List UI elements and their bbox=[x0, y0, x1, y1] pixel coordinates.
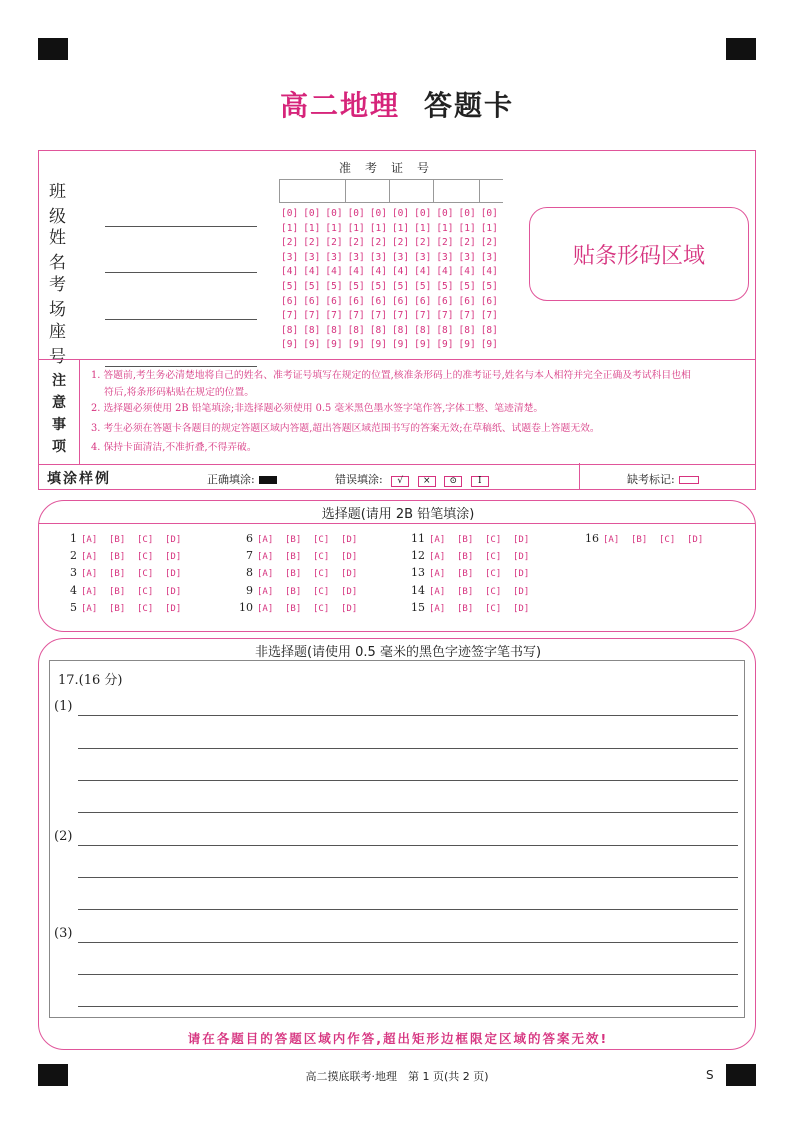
digit-bubble[interactable]: [8] bbox=[436, 324, 454, 336]
cross-mark-icon: × bbox=[418, 476, 436, 487]
answer-line[interactable] bbox=[78, 845, 738, 846]
option-bubble[interactable]: [C] bbox=[485, 569, 502, 580]
option-bubble[interactable]: [A] bbox=[81, 586, 98, 597]
digit-bubble[interactable]: [6] bbox=[325, 295, 343, 307]
digit-bubble[interactable]: [1] bbox=[480, 222, 498, 234]
digit-row bbox=[281, 338, 503, 353]
digit-bubble[interactable]: [2] bbox=[347, 237, 365, 249]
option-bubble[interactable]: [C] bbox=[485, 603, 502, 614]
option-bubble[interactable]: [B] bbox=[457, 535, 474, 545]
option-bubble[interactable]: [B] bbox=[457, 569, 474, 580]
digit-bubble[interactable]: [4] bbox=[347, 266, 365, 278]
question-number: 11 bbox=[411, 532, 425, 545]
digit-bubble[interactable]: [5] bbox=[480, 280, 498, 292]
digit-bubble[interactable]: [2] bbox=[281, 237, 299, 249]
absent-mark-box[interactable] bbox=[679, 476, 699, 484]
option-bubble[interactable]: [D] bbox=[341, 535, 358, 545]
choice-question-row bbox=[237, 600, 369, 617]
option-bubble[interactable]: [B] bbox=[109, 535, 126, 545]
option-bubble[interactable]: [C] bbox=[137, 535, 154, 545]
digit-bubble[interactable]: [8] bbox=[414, 324, 432, 336]
exam-id-label: 准考证号 bbox=[338, 161, 443, 175]
footer-mark: S bbox=[706, 1068, 714, 1082]
option-bubble[interactable]: [C] bbox=[313, 552, 330, 563]
page-footer: 高二摸底联考·地理 第 1 页(共 2 页) bbox=[305, 1070, 489, 1083]
digit-bubble[interactable]: [2] bbox=[369, 237, 387, 249]
digit-bubble[interactable]: [7] bbox=[369, 310, 387, 322]
question-number: 9 bbox=[246, 583, 253, 597]
option-bubble[interactable]: [C] bbox=[137, 603, 154, 614]
option-bubble[interactable]: [B] bbox=[457, 552, 474, 563]
digit-bubble[interactable]: [4] bbox=[391, 266, 410, 278]
digit-bubble[interactable]: [4] bbox=[281, 266, 299, 278]
class-label: 班级 bbox=[49, 182, 78, 227]
digit-bubble[interactable]: [9] bbox=[281, 339, 299, 351]
option-bubble[interactable]: [C] bbox=[137, 586, 154, 597]
choice-question-row bbox=[409, 600, 541, 617]
seat-label: 座号 bbox=[49, 322, 78, 367]
option-bubble[interactable]: [A] bbox=[257, 603, 274, 614]
digit-bubble[interactable]: [0] bbox=[303, 208, 321, 219]
notes-label-char: 项 bbox=[52, 439, 66, 455]
digit-bubble[interactable]: [6] bbox=[391, 295, 410, 307]
answer-line[interactable] bbox=[78, 812, 738, 813]
choice-question-row bbox=[61, 600, 193, 617]
absent-mark-label: 缺考标记: bbox=[627, 473, 675, 486]
digit-bubble[interactable]: [6] bbox=[369, 295, 387, 307]
digit-bubble[interactable]: [2] bbox=[325, 237, 343, 249]
exam-room-field[interactable] bbox=[49, 270, 257, 320]
digit-bubble[interactable]: [8] bbox=[458, 324, 476, 336]
option-bubble[interactable]: [D] bbox=[513, 569, 530, 580]
digit-bubble[interactable]: [3] bbox=[347, 251, 365, 263]
digit-bubble[interactable]: [1] bbox=[414, 222, 432, 234]
note-item: 1. 答题前,考生务必清楚地将自己的姓名、准考证号填写在规定的位置,核准条形码上的准考证号,姓名与本人相符并完全正确及考试科目也相 bbox=[91, 370, 691, 381]
question-17-label: 17.(16 分) bbox=[58, 673, 123, 688]
wrong-fill-label: 错误填涂: bbox=[335, 473, 383, 486]
circle-mark-icon: ⊙ bbox=[444, 476, 462, 487]
digit-bubble[interactable]: [8] bbox=[325, 324, 343, 336]
digit-bubble[interactable]: [3] bbox=[281, 251, 299, 263]
digit-bubble[interactable]: [3] bbox=[303, 251, 321, 263]
option-bubble[interactable]: [C] bbox=[485, 586, 502, 597]
divider bbox=[39, 523, 755, 524]
option-bubble[interactable]: [A] bbox=[257, 552, 274, 563]
option-bubble[interactable]: [D] bbox=[513, 603, 530, 614]
digit-bubble[interactable]: [5] bbox=[414, 280, 432, 292]
option-bubble[interactable]: [C] bbox=[313, 569, 330, 580]
option-bubble[interactable]: [D] bbox=[513, 586, 530, 597]
choice-question-row bbox=[237, 583, 369, 600]
digit-bubble[interactable]: [0] bbox=[414, 208, 432, 219]
digit-bubble[interactable]: [9] bbox=[414, 339, 432, 351]
option-bubble[interactable]: [A] bbox=[429, 586, 446, 597]
subject-title: 高二地理 bbox=[279, 89, 400, 122]
option-bubble[interactable]: [A] bbox=[81, 569, 98, 580]
digit-bubble[interactable]: [5] bbox=[458, 280, 476, 292]
notes-label-char: 注 bbox=[52, 373, 66, 389]
option-bubble[interactable]: [C] bbox=[485, 535, 502, 545]
choice-section-title: 选择题(请用 2B 铅笔填涂) bbox=[321, 507, 475, 522]
option-bubble[interactable]: [D] bbox=[165, 569, 182, 580]
digit-bubble[interactable]: [1] bbox=[391, 222, 410, 234]
choice-question-row bbox=[237, 548, 369, 565]
option-bubble[interactable]: [D] bbox=[341, 603, 358, 614]
digit-bubble[interactable]: [3] bbox=[369, 251, 387, 263]
digit-bubble[interactable]: [9] bbox=[458, 339, 476, 351]
choice-question-row bbox=[409, 548, 541, 565]
digit-bubble[interactable]: [5] bbox=[391, 280, 410, 292]
choice-question-row bbox=[409, 583, 541, 600]
option-bubble[interactable]: [D] bbox=[165, 535, 182, 545]
digit-bubble[interactable]: [7] bbox=[347, 310, 365, 322]
option-bubble[interactable]: [B] bbox=[285, 535, 302, 545]
digit-bubble[interactable]: [9] bbox=[303, 339, 321, 351]
option-bubble[interactable]: [C] bbox=[137, 552, 154, 563]
choice-question-row bbox=[237, 565, 369, 582]
check-mark-icon: √ bbox=[391, 476, 409, 487]
fill-sample-title: 填涂样例 bbox=[47, 471, 111, 487]
digit-bubble[interactable]: [0] bbox=[436, 208, 454, 219]
option-bubble[interactable]: [C] bbox=[485, 552, 502, 563]
option-bubble[interactable]: [D] bbox=[165, 586, 182, 597]
digit-bubble[interactable]: [4] bbox=[436, 266, 454, 278]
digit-bubble[interactable]: [2] bbox=[480, 237, 498, 249]
digit-row bbox=[281, 251, 503, 266]
option-bubble[interactable]: [D] bbox=[513, 552, 530, 563]
digit-bubble[interactable]: [1] bbox=[347, 222, 365, 234]
digit-bubble[interactable]: [1] bbox=[281, 222, 299, 234]
name-field[interactable] bbox=[49, 223, 257, 273]
digit-bubble[interactable]: [9] bbox=[369, 339, 387, 351]
digit-bubble[interactable]: [0] bbox=[391, 208, 410, 219]
question-number: 12 bbox=[411, 549, 425, 563]
choice-column bbox=[61, 531, 193, 617]
question-number: 3 bbox=[70, 566, 77, 580]
digit-row bbox=[281, 309, 503, 324]
digit-bubble[interactable]: [0] bbox=[347, 208, 365, 219]
digit-bubble[interactable]: [2] bbox=[414, 237, 432, 249]
digit-bubble[interactable]: [9] bbox=[480, 339, 498, 351]
digit-bubble[interactable]: [8] bbox=[391, 324, 410, 336]
option-bubble[interactable]: [B] bbox=[457, 586, 474, 597]
question-number: 7 bbox=[246, 549, 253, 563]
digit-row bbox=[281, 324, 503, 339]
option-bubble[interactable]: [D] bbox=[165, 603, 182, 614]
choice-question-row bbox=[61, 583, 193, 600]
registration-marker-top-right bbox=[726, 38, 756, 60]
correct-fill-example bbox=[207, 471, 277, 487]
digit-bubble[interactable]: [2] bbox=[436, 237, 454, 249]
digit-bubble[interactable]: [1] bbox=[325, 222, 343, 234]
answer-line[interactable] bbox=[78, 1006, 738, 1007]
question-number: 5 bbox=[70, 600, 77, 614]
option-bubble[interactable]: [A] bbox=[257, 569, 274, 580]
notes-label-char: 事 bbox=[52, 417, 66, 433]
option-bubble[interactable]: [B] bbox=[285, 552, 302, 563]
option-bubble[interactable]: [A] bbox=[429, 569, 446, 580]
digit-bubble[interactable]: [1] bbox=[303, 222, 321, 234]
question-number: 4 bbox=[70, 583, 77, 597]
digit-bubble[interactable]: [3] bbox=[436, 251, 454, 263]
question-number: 8 bbox=[246, 566, 253, 580]
digit-bubble[interactable]: [0] bbox=[369, 208, 387, 219]
question-number: 13 bbox=[411, 566, 425, 580]
digit-bubble[interactable]: [6] bbox=[414, 295, 432, 307]
digit-bubble[interactable]: [3] bbox=[414, 251, 432, 263]
digit-bubble[interactable]: [6] bbox=[303, 295, 321, 307]
answer-line[interactable] bbox=[78, 942, 738, 943]
digit-bubble[interactable]: [7] bbox=[480, 310, 498, 322]
digit-bubble[interactable]: [9] bbox=[391, 339, 410, 351]
question-number: 14 bbox=[411, 583, 425, 597]
fill-sample-row bbox=[39, 463, 755, 490]
digit-bubble[interactable]: [8] bbox=[369, 324, 387, 336]
option-bubble[interactable]: [B] bbox=[109, 603, 126, 614]
digit-row bbox=[281, 207, 503, 222]
note-item: 4. 保持卡面清洁,不准折叠,不得弄破。 bbox=[91, 442, 257, 453]
class-field[interactable] bbox=[49, 177, 257, 227]
option-bubble[interactable]: [A] bbox=[81, 552, 98, 563]
option-bubble[interactable]: [A] bbox=[81, 535, 98, 545]
barcode-label: 贴条形码区域 bbox=[572, 243, 705, 269]
note-item: 3. 考生必须在答题卡各题目的规定答题区域内答题,超出答题区域范围书写的答案无效;在草稿纸、试题卷上答题无效。 bbox=[91, 422, 600, 434]
note-item: 2. 选择题必须使用 2B 铅笔填涂;非选择题必须使用 0.5 毫米黑色墨水签字笔作答,字体工整、笔迹清楚。 bbox=[91, 403, 544, 414]
digit-bubble[interactable]: [0] bbox=[281, 208, 299, 219]
digit-bubble[interactable]: [6] bbox=[347, 295, 365, 307]
digit-bubble[interactable]: [7] bbox=[414, 310, 432, 322]
option-bubble[interactable]: [D] bbox=[341, 586, 358, 597]
option-bubble[interactable]: [A] bbox=[81, 603, 98, 614]
option-bubble[interactable]: [D] bbox=[687, 535, 704, 545]
digit-bubble[interactable]: [5] bbox=[347, 280, 365, 292]
option-bubble[interactable]: [A] bbox=[429, 603, 446, 614]
absent-mark-field[interactable] bbox=[627, 471, 699, 487]
digit-bubble[interactable]: [0] bbox=[458, 208, 476, 219]
digit-bubble[interactable]: [6] bbox=[458, 295, 476, 307]
digit-bubble[interactable]: [2] bbox=[391, 237, 410, 249]
choice-column bbox=[583, 531, 715, 548]
digit-row bbox=[281, 236, 503, 251]
option-bubble[interactable]: [A] bbox=[257, 586, 274, 597]
digit-bubble[interactable]: [5] bbox=[436, 280, 454, 292]
digit-bubble[interactable]: [9] bbox=[436, 339, 454, 351]
notes-label-char: 意 bbox=[52, 395, 66, 411]
digit-bubble[interactable]: [4] bbox=[369, 266, 387, 278]
digit-bubble[interactable]: [2] bbox=[303, 237, 321, 249]
question-number: 16 bbox=[585, 532, 599, 545]
digit-row bbox=[281, 265, 503, 280]
choice-column bbox=[237, 531, 369, 617]
option-bubble[interactable]: [B] bbox=[109, 569, 126, 580]
option-bubble[interactable]: [B] bbox=[285, 603, 302, 614]
digit-bubble[interactable]: [4] bbox=[325, 266, 343, 278]
digit-bubble[interactable]: [9] bbox=[347, 339, 365, 351]
choice-question-row bbox=[237, 531, 369, 548]
digit-bubble[interactable]: [0] bbox=[325, 208, 343, 219]
question-number: 10 bbox=[239, 600, 253, 614]
digit-bubble[interactable]: [4] bbox=[303, 266, 321, 278]
exam-id-write-boxes[interactable] bbox=[279, 179, 503, 203]
digit-bubble[interactable]: [4] bbox=[480, 266, 498, 278]
option-bubble[interactable]: [B] bbox=[285, 569, 302, 580]
digit-bubble[interactable]: [7] bbox=[281, 310, 299, 322]
digit-bubble[interactable]: [5] bbox=[281, 280, 299, 292]
digit-bubble[interactable]: [7] bbox=[325, 310, 343, 322]
question-number: 1 bbox=[70, 532, 77, 545]
digit-bubble[interactable]: [1] bbox=[369, 222, 387, 234]
question-number: 15 bbox=[411, 600, 425, 614]
divider bbox=[579, 463, 580, 490]
digit-bubble[interactable]: [2] bbox=[458, 237, 476, 249]
non-choice-section bbox=[38, 638, 756, 1050]
registration-marker-top-left bbox=[38, 38, 68, 60]
card-title: 答题卡 bbox=[424, 89, 515, 122]
choice-question-row bbox=[409, 531, 541, 548]
option-bubble[interactable]: [A] bbox=[603, 535, 620, 545]
option-bubble[interactable]: [C] bbox=[137, 569, 154, 580]
answer-line[interactable] bbox=[78, 974, 738, 975]
digit-bubble[interactable]: [7] bbox=[458, 310, 476, 322]
barcode-area bbox=[529, 207, 749, 301]
digit-bubble[interactable]: [9] bbox=[325, 339, 343, 351]
page-title bbox=[0, 84, 794, 124]
answer-area-frame[interactable] bbox=[49, 660, 745, 1018]
digit-bubble[interactable]: [6] bbox=[436, 295, 454, 307]
answer-line[interactable] bbox=[78, 715, 738, 716]
option-bubble[interactable]: [D] bbox=[513, 535, 530, 545]
option-bubble[interactable]: [B] bbox=[457, 603, 474, 614]
answer-line[interactable] bbox=[78, 877, 738, 878]
note-item: 符后,将条形码粘贴在规定的位置。 bbox=[104, 387, 255, 398]
digit-bubble[interactable]: [5] bbox=[369, 280, 387, 292]
option-bubble[interactable]: [B] bbox=[109, 552, 126, 563]
non-choice-section-title: 非选择题(请使用 0.5 毫米的黑色字迹签字笔书写) bbox=[254, 645, 542, 660]
digit-bubble[interactable]: [4] bbox=[458, 266, 476, 278]
exam-id-bubble-grid[interactable] bbox=[281, 207, 503, 353]
part-1-label: (1) bbox=[54, 699, 73, 714]
option-bubble[interactable]: [B] bbox=[109, 586, 126, 597]
digit-bubble[interactable]: [5] bbox=[325, 280, 343, 292]
choice-column bbox=[409, 531, 541, 617]
part-2-label: (2) bbox=[54, 829, 73, 844]
option-bubble[interactable]: [D] bbox=[165, 552, 182, 563]
notes-label bbox=[39, 360, 80, 464]
option-bubble[interactable]: [A] bbox=[429, 552, 446, 563]
digit-row bbox=[281, 280, 503, 295]
digit-bubble[interactable]: [7] bbox=[436, 310, 454, 322]
digit-bubble[interactable]: [3] bbox=[391, 251, 410, 263]
option-bubble[interactable]: [D] bbox=[341, 552, 358, 563]
choice-question-row bbox=[583, 531, 715, 548]
digit-bubble[interactable]: [1] bbox=[436, 222, 454, 234]
digit-bubble[interactable]: [6] bbox=[480, 295, 498, 307]
digit-bubble[interactable]: [3] bbox=[325, 251, 343, 263]
boundary-warning: 请在各题目的答题区域内作答,超出矩形边框限定区域的答案无效! bbox=[187, 1031, 609, 1046]
choice-section bbox=[38, 500, 756, 632]
wrong-fill-example bbox=[335, 471, 489, 487]
digit-bubble[interactable]: [8] bbox=[347, 324, 365, 336]
digit-bubble[interactable]: [3] bbox=[480, 251, 498, 263]
option-bubble[interactable]: [C] bbox=[313, 603, 330, 614]
option-bubble[interactable]: [B] bbox=[285, 586, 302, 597]
digit-bubble[interactable]: [3] bbox=[458, 251, 476, 263]
digit-row bbox=[281, 222, 503, 237]
question-number: 2 bbox=[70, 549, 77, 563]
notes-section bbox=[39, 359, 755, 465]
digit-bubble[interactable]: [1] bbox=[458, 222, 476, 234]
digit-bubble[interactable]: [7] bbox=[303, 310, 321, 322]
question-number: 6 bbox=[246, 532, 253, 545]
digit-bubble[interactable]: [0] bbox=[480, 208, 498, 219]
digit-bubble[interactable]: [7] bbox=[391, 310, 410, 322]
candidate-info-box bbox=[38, 150, 756, 490]
answer-line[interactable] bbox=[78, 748, 738, 749]
digit-bubble[interactable]: [8] bbox=[303, 324, 321, 336]
digit-bubble[interactable]: [5] bbox=[303, 280, 321, 292]
choice-question-row bbox=[409, 565, 541, 582]
digit-bubble[interactable]: [8] bbox=[281, 324, 299, 336]
answer-line[interactable] bbox=[78, 909, 738, 910]
choice-question-row bbox=[61, 565, 193, 582]
choice-question-row bbox=[61, 531, 193, 548]
notes-list bbox=[91, 368, 751, 458]
name-label: 姓名 bbox=[49, 228, 78, 273]
option-bubble[interactable]: [A] bbox=[257, 535, 274, 545]
option-bubble[interactable]: [A] bbox=[429, 535, 446, 545]
exam-room-label: 考场 bbox=[49, 275, 78, 320]
option-bubble[interactable]: [D] bbox=[341, 569, 358, 580]
correct-fill-label: 正确填涂: bbox=[207, 473, 255, 486]
part-3-label: (3) bbox=[54, 926, 73, 941]
bar-mark-icon: Ⅰ bbox=[471, 476, 489, 487]
choice-question-row bbox=[61, 548, 193, 565]
answer-line[interactable] bbox=[78, 780, 738, 781]
option-bubble[interactable]: [B] bbox=[631, 535, 648, 545]
option-bubble[interactable]: [C] bbox=[313, 586, 330, 597]
digit-bubble[interactable]: [6] bbox=[281, 295, 299, 307]
digit-row bbox=[281, 295, 503, 310]
filled-bubble-icon bbox=[259, 476, 277, 484]
option-bubble[interactable]: [C] bbox=[659, 535, 676, 545]
option-bubble[interactable]: [C] bbox=[313, 535, 330, 545]
digit-bubble[interactable]: [8] bbox=[480, 324, 498, 336]
digit-bubble[interactable]: [4] bbox=[414, 266, 432, 278]
